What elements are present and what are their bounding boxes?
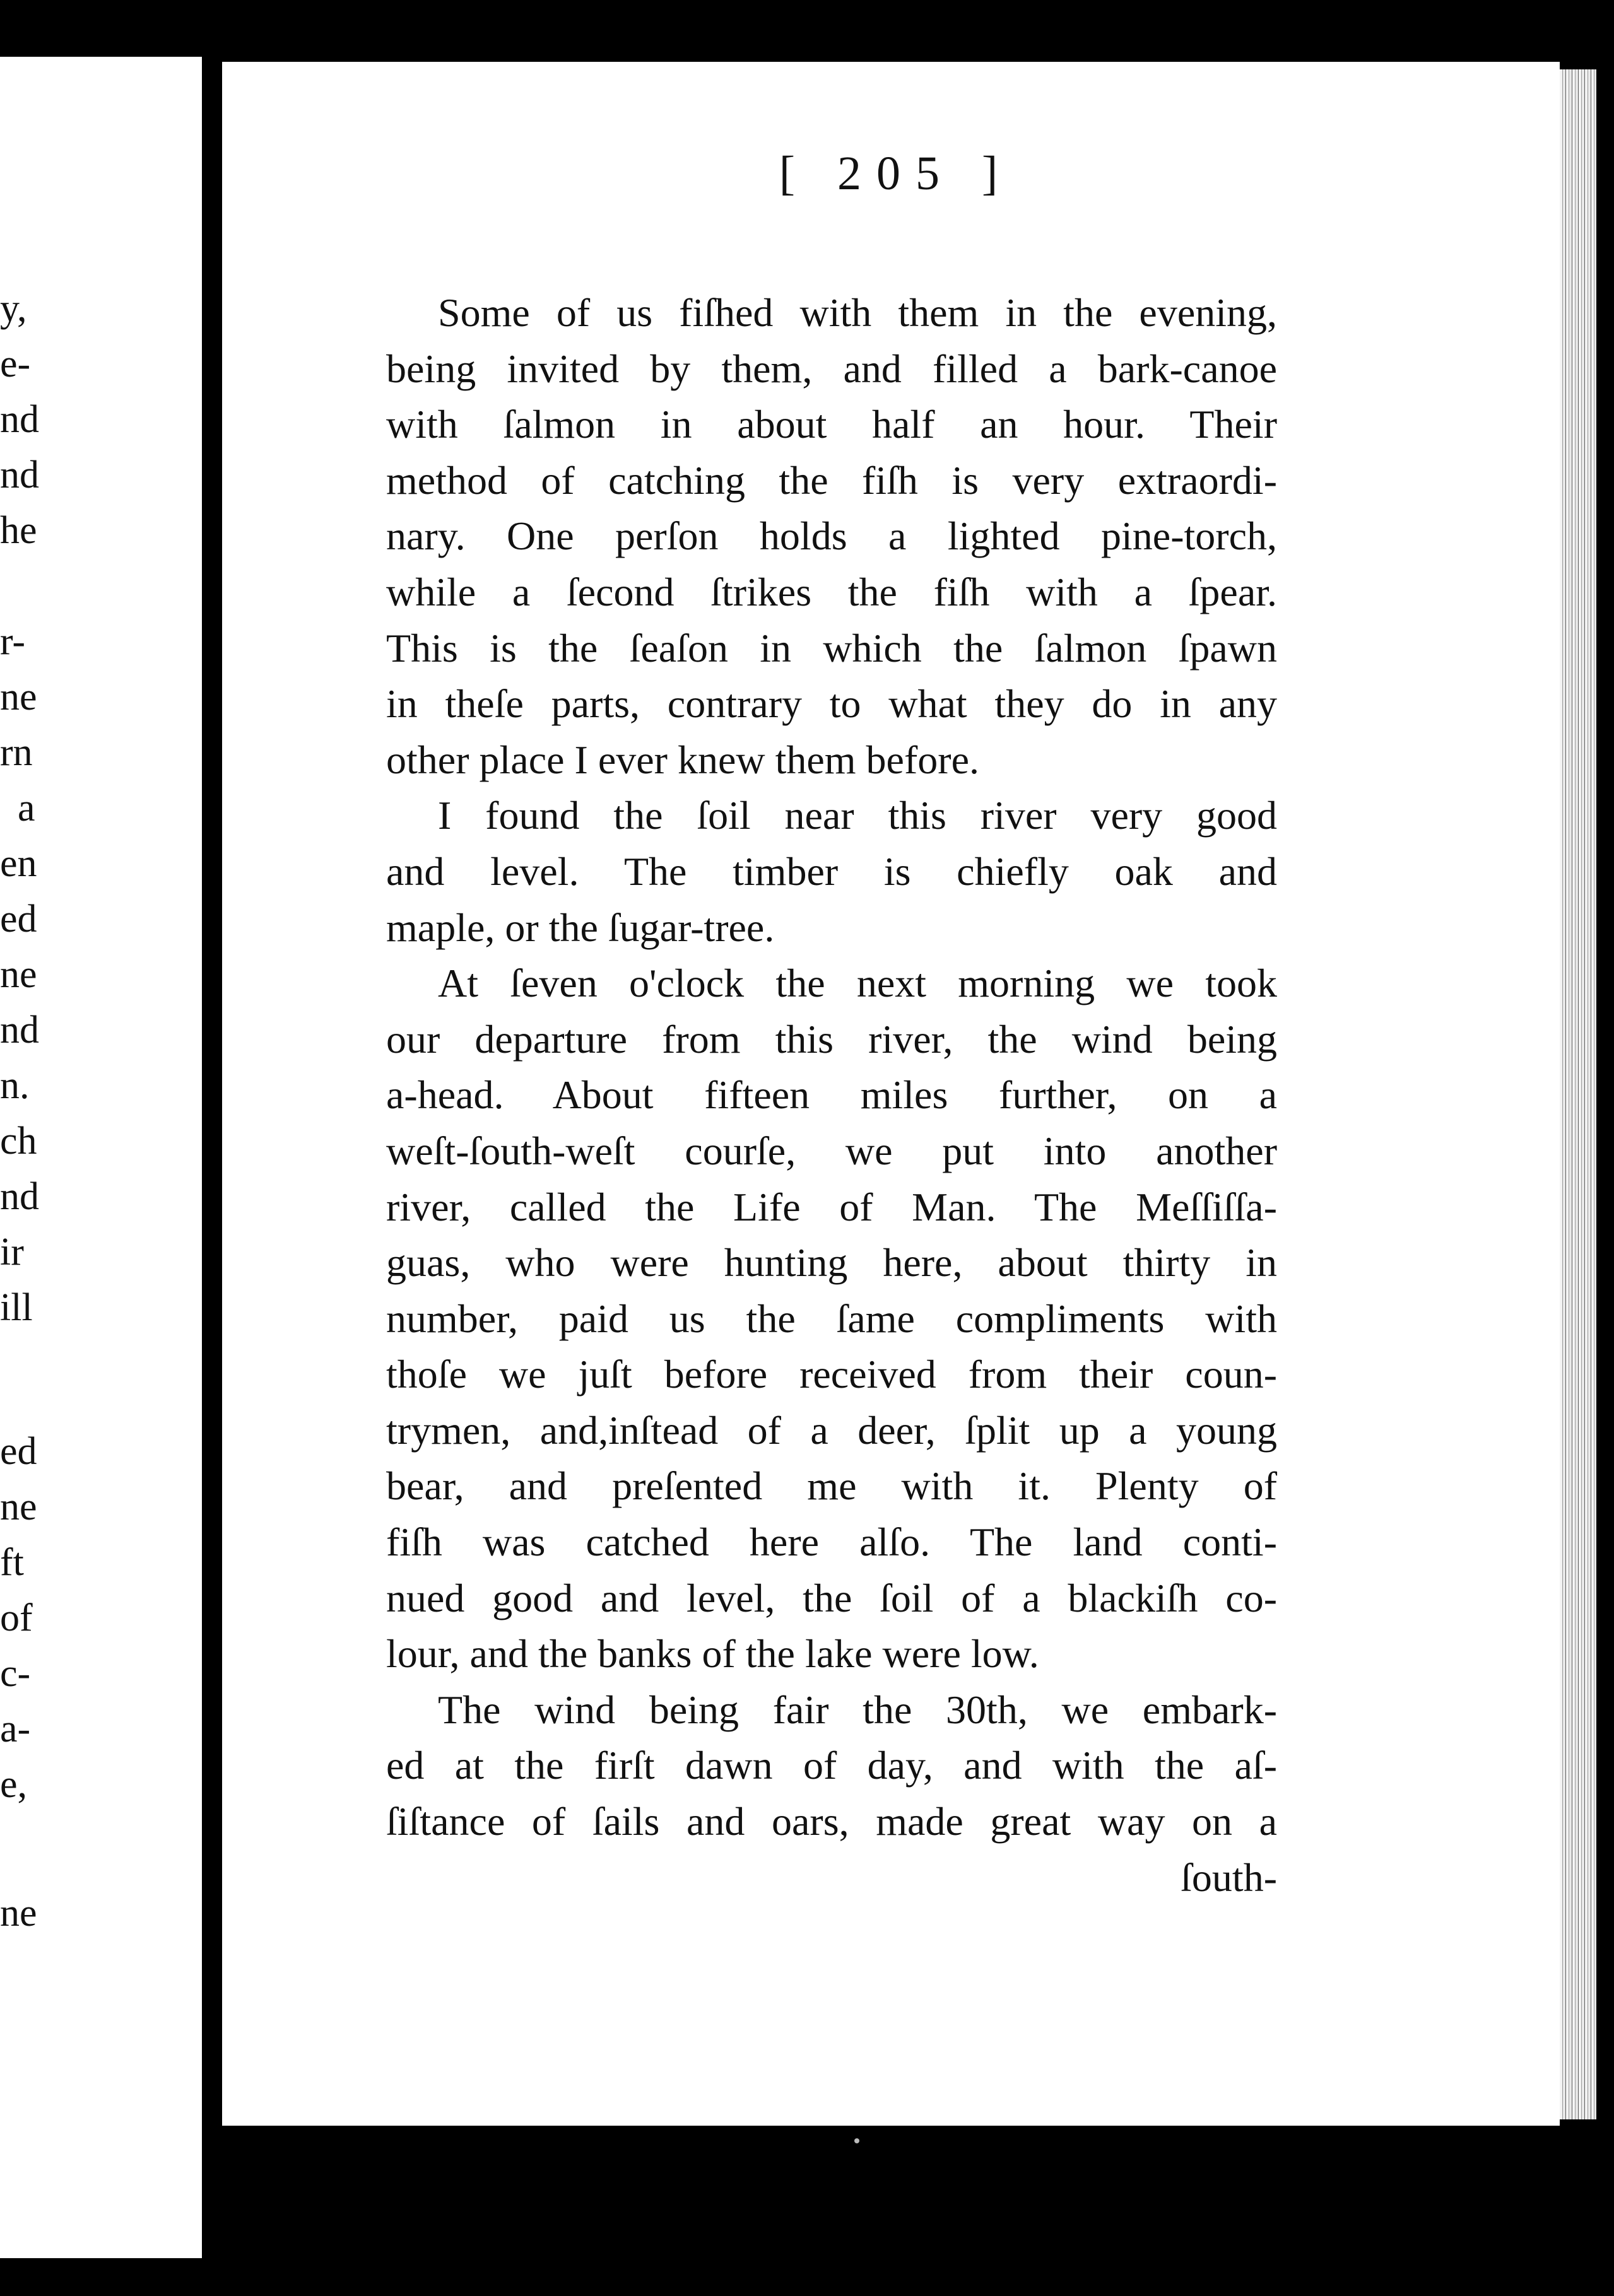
facing-line: ir [0,1231,24,1274]
text-line: I found the ſoil near this river very good [438,793,1277,838]
text-line: our departure from this river, the wind being [386,1016,1277,1062]
text-line: ed at the firſt dawn of day, and with the aſ- [386,1743,1277,1788]
text-line: nued good and level, the ſoil of a blackiſh co- [386,1575,1277,1620]
text-line: guas, who were hunting here, about thirty in [386,1240,1277,1286]
text-line: and level. The timber is chiefly oak and [386,848,1277,894]
text-line: fiſh was catched here alſo. The land conti- [386,1520,1277,1565]
facing-line: nd [0,398,39,441]
catchword: ſouth- [1181,1854,1277,1900]
facing-line: a- [0,1707,31,1750]
text-line: number, paid us the ſame compliments with [386,1296,1277,1341]
facing-line: en [0,842,37,885]
text-line: weſt-ſouth-weſt courſe, we put into another [386,1128,1277,1173]
facing-line: ne [0,953,37,996]
facing-line: rn [0,731,33,774]
facing-line: e, [0,1763,28,1806]
facing-line: ed [0,898,37,940]
body-text [386,285,1277,1906]
facing-page-text [0,57,202,2258]
text-line: with ſalmon in about half an hour. Their [386,402,1277,447]
facing-line: y, [0,287,27,330]
facing-line: he [0,509,37,552]
text-line: while a ſecond ſtrikes the fiſh with a ſpear. [386,569,1277,614]
facing-line: ill [0,1286,33,1329]
facing-line: nd [0,1175,39,1218]
text-line: other place I ever knew them before. [386,737,979,782]
facing-line: of [0,1596,33,1639]
facing-line: nd [0,1009,39,1051]
facing-line: ne [0,1892,37,1935]
text-line: nary. One perſon holds a lighted pine-torch, [386,513,1277,559]
text-line: a-head. About fifteen miles further, on a [386,1072,1277,1118]
page-number: [ 205 ] [779,147,1013,200]
paper-speck [854,2138,859,2143]
facing-line: ft [0,1541,24,1584]
facing-line: ch [0,1120,37,1163]
text-line: ſiſtance of ſails and oars, made great way on a [386,1799,1277,1844]
facing-page-edge [0,57,202,2258]
facing-line: nd [0,454,39,496]
text-line: lour, and the banks of the lake were low. [386,1631,1039,1677]
facing-line: ne [0,676,37,718]
text-line: The wind being fair the 30th, we embark- [438,1687,1277,1732]
facing-line: ne [0,1485,37,1528]
page-edge-texture [1560,69,1596,2119]
text-line: being invited by them, and filled a bark-canoe [386,346,1277,391]
facing-line: a [18,787,35,829]
facing-line: r- [0,620,26,663]
facing-line: n. [0,1064,30,1107]
text-line: Some of us fiſhed with them in the evening, [438,290,1277,335]
text-line: bear, and preſented me with it. Plenty of [386,1463,1277,1509]
text-line: river, called the Life of Man. The Meſſiſſa- [386,1184,1277,1229]
text-line: maple, or the ſugar-tree. [386,905,775,950]
facing-line: e- [0,343,31,385]
text-line: thoſe we juſt before received from their coun- [386,1352,1277,1397]
text-line: trymen, and,inſtead of a deer, ſplit up a young [386,1407,1277,1453]
facing-line: ed [0,1430,37,1473]
text-line: At ſeven o'clock the next morning we took [438,961,1277,1006]
text-line: in theſe parts, contrary to what they do in any [386,681,1277,727]
facing-line: c- [0,1652,31,1695]
text-line: This is the ſeaſon in which the ſalmon ſpawn [386,625,1277,671]
text-line: method of catching the fiſh is very extraordi- [386,457,1277,503]
